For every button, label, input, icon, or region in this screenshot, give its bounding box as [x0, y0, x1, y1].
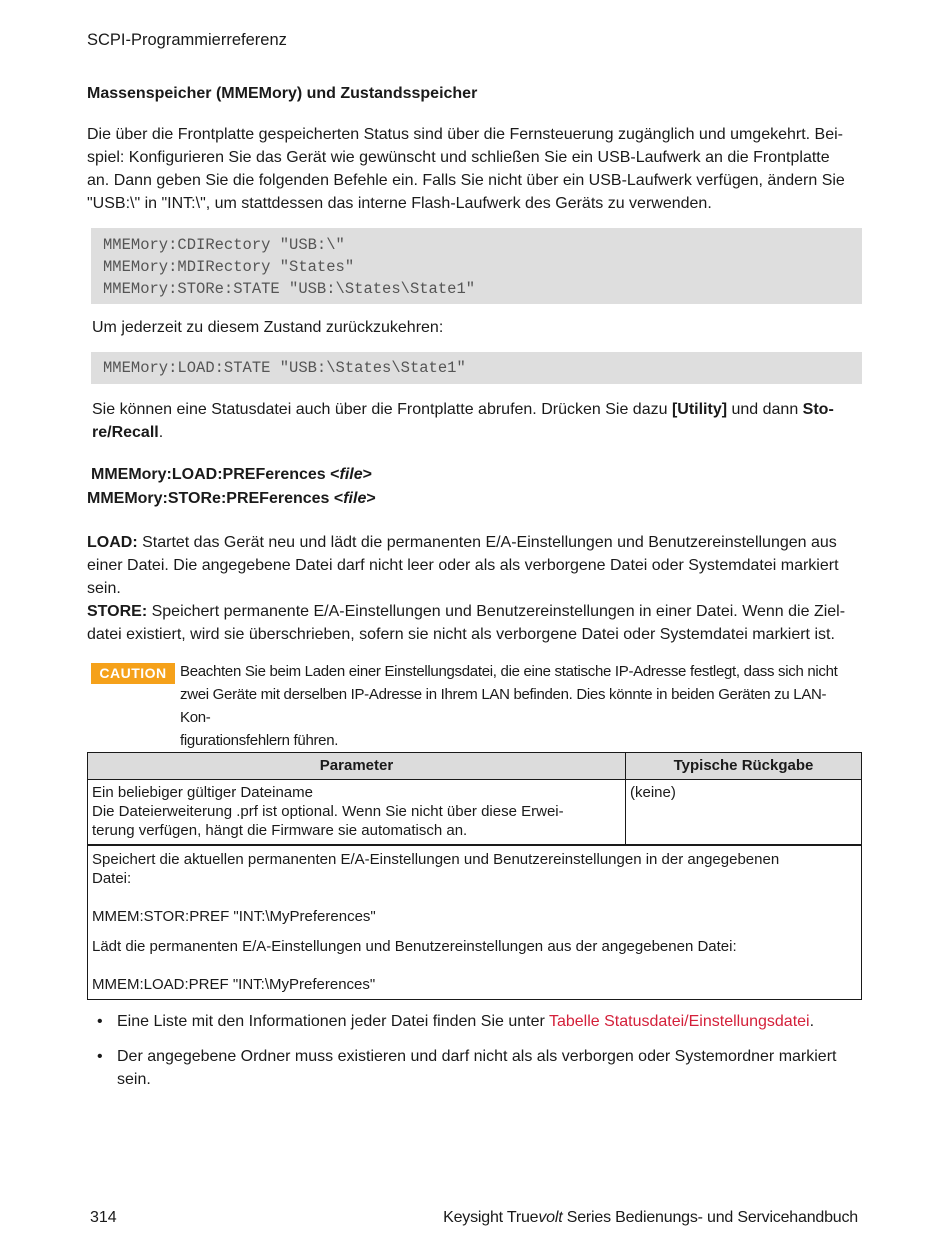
- parameter-cell: [88, 780, 626, 846]
- recall-line-1: [92, 398, 857, 421]
- caution-badge: CAUTION: [91, 663, 175, 684]
- command-text: >: [366, 490, 376, 507]
- intro-line: spiel: Konfigurieren Sie das Gerät wie gewünscht und schließen Sie ein USB-Laufwerk an die Frontplatte: [87, 149, 830, 166]
- load-label: LOAD:: [87, 534, 138, 551]
- command-parameter: file: [343, 490, 367, 507]
- intro-paragraph: [87, 123, 862, 215]
- bullet-text: .: [809, 1013, 815, 1030]
- caution-line: zwei Geräte mit derselben IP-Adresse in Ihrem LAN befinden. Dies könnte in beiden Geräten zu LAN-Kon-: [180, 686, 827, 726]
- command-text: >: [362, 466, 372, 483]
- cell-line: Ein beliebiger gültiger Dateiname: [92, 784, 313, 801]
- example-command: MMEM:LOAD:PREF "INT:\MyPreferences": [92, 976, 376, 993]
- bullet-icon: •: [97, 1013, 103, 1030]
- intro-line: an. Dann geben Sie die folgenden Befehle ein. Falls Sie nicht über ein USB-Laufwerk verfügen, ändern Sie: [87, 172, 845, 189]
- bullet-icon: •: [97, 1048, 103, 1065]
- page-header: SCPI-Programmierreferenz: [87, 31, 287, 49]
- code-line: MMEMory:MDIRectory "States": [103, 258, 355, 276]
- command-store-syntax: [87, 490, 376, 508]
- return-cell: (keine): [626, 780, 862, 846]
- recall-paragraph: [92, 398, 857, 444]
- store-label: STORE:: [87, 603, 148, 620]
- cell-line: terung verfügen, hängt die Firmware sie automatisch an.: [92, 822, 468, 839]
- desc-line: datei existiert, wird sie überschrieben, sofern sie nicht als verborgene Datei oder Systemdatei markiert ist.: [87, 626, 835, 643]
- code-line: MMEMory:LOAD:STATE "USB:\States\State1": [103, 359, 466, 377]
- intro-line: "USB:\" in "INT:\", um stattdessen das interne Flash-Laufwerk des Geräts zu verwenden.: [87, 195, 712, 212]
- caution-text: [180, 660, 850, 752]
- table-header-row: [88, 753, 862, 780]
- store-recall-softkey: re/Recall: [92, 424, 159, 441]
- footer-text: Series Bedienungs- und Servicehandbuch: [562, 1209, 858, 1226]
- parameter-table: [87, 752, 862, 1000]
- code-block-load: [91, 352, 862, 384]
- example-text: Speichert die aktuellen permanenten E/A-Einstellungen und Benutzereinstellungen in der angegebenen: [92, 851, 780, 868]
- example-text: Datei:: [92, 870, 132, 887]
- page-number: 314: [90, 1209, 117, 1226]
- parameter-header: Parameter: [88, 753, 626, 780]
- caution-line: Beachten Sie beim Laden einer Einstellungsdatei, die eine statische IP-Adresse festlegt, dass sich nicht: [180, 663, 838, 680]
- store-recall-softkey: Sto-: [802, 401, 834, 418]
- code-line: MMEMory:CDIRectory "USB:\": [103, 236, 345, 254]
- command-text: MMEMory:STORe:PREFerences <: [87, 490, 344, 507]
- table-row-examples: [88, 845, 862, 1000]
- table-row: [88, 780, 862, 846]
- command-load-syntax: [91, 466, 372, 484]
- notes-list: [97, 1010, 857, 1103]
- recall-text: und dann: [727, 401, 803, 418]
- command-text: MMEMory:LOAD:PREFerences <: [91, 466, 340, 483]
- command-parameter: file: [339, 466, 363, 483]
- utility-key: [Utility]: [671, 401, 728, 418]
- load-description: [87, 531, 862, 600]
- bullet-text: sein.: [117, 1071, 151, 1088]
- desc-line: einer Datei. Die angegebene Datei darf nicht leer oder als als verborgene Datei oder Systemdatei markiert: [87, 557, 839, 574]
- list-item: [97, 1045, 857, 1091]
- desc-text: Startet das Gerät neu und lädt die permanenten E/A-Einstellungen und Benutzereinstellungen aus: [137, 534, 837, 551]
- cell-line: Die Dateierweiterung .prf ist optional. Wenn Sie nicht über diese Erwei-: [92, 803, 564, 820]
- examples-cell: [88, 845, 862, 1000]
- intro-line: Die über die Frontplatte gespeicherten Status sind über die Fernsteuerung zugänglich und umgekehrt. Bei-: [87, 126, 844, 143]
- table-reference-link[interactable]: Tabelle Statusdatei/Einstellungsdatei: [548, 1013, 810, 1030]
- recall-text: .: [158, 424, 164, 441]
- code-line: MMEMory:STORe:STATE "USB:\States\State1": [103, 280, 476, 298]
- return-header: Typische Rückgabe: [626, 753, 862, 780]
- recall-line-2: [92, 421, 857, 444]
- list-item: [97, 1010, 857, 1033]
- desc-line: [87, 531, 862, 554]
- example-command: MMEM:STOR:PREF "INT:\MyPreferences": [92, 908, 376, 925]
- store-description: [87, 600, 862, 646]
- bullet-text: Der angegebene Ordner muss existieren und darf nicht als als verborgen oder Systemordner markiert: [117, 1048, 837, 1065]
- footer-text-italic: volt: [538, 1209, 563, 1226]
- section-title: Massenspeicher (MMEMory) und Zustandsspeicher: [87, 85, 478, 102]
- recall-text: Sie können eine Statusdatei auch über die Frontplatte abrufen. Drücken Sie dazu: [92, 401, 672, 418]
- code-block-store: [91, 228, 862, 304]
- desc-text: Speichert permanente E/A-Einstellungen und Benutzereinstellungen in einer Datei. Wenn die Ziel-: [147, 603, 846, 620]
- bullet-text: Eine Liste mit den Informationen jeder Datei finden Sie unter: [117, 1013, 549, 1030]
- caution-line: figurationsfehlern führen.: [180, 732, 339, 749]
- desc-line: sein.: [87, 580, 121, 597]
- return-instruction: Um jederzeit zu diesem Zustand zurückzukehren:: [92, 319, 444, 336]
- footer-text: Keysight True: [443, 1209, 539, 1226]
- example-text: Lädt die permanenten E/A-Einstellungen und Benutzereinstellungen aus der angegebenen Datei:: [92, 938, 737, 955]
- footer-manual-title: [443, 1209, 858, 1227]
- desc-line: [87, 600, 862, 623]
